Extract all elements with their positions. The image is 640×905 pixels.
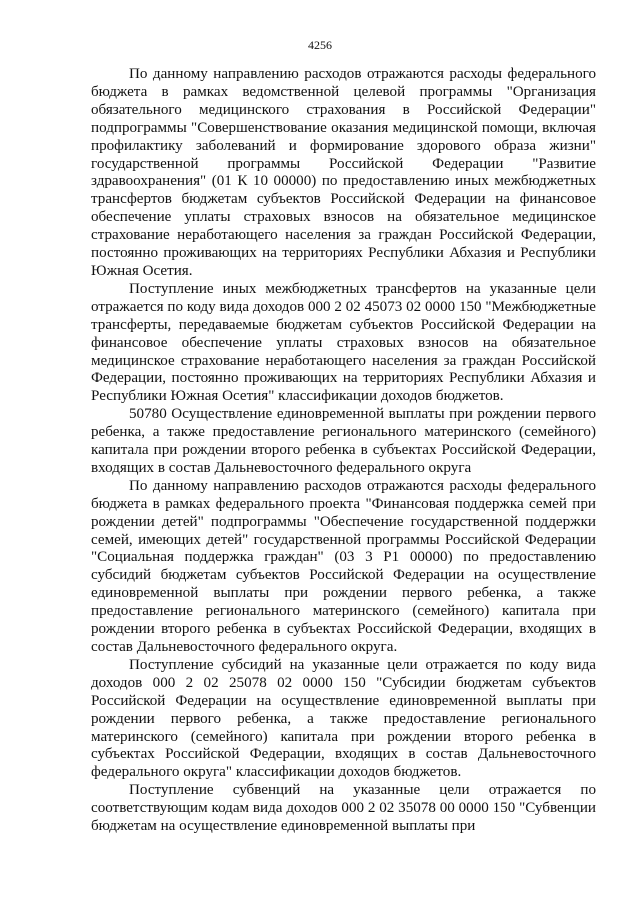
- section-heading-50780: 50780 Осуществление единовременной выплаты при рождении первого ребенка, а также предоставление регионального материнского (семейного) капитала при рождении второго ребенка в субъектах Российской Федерации, входящих в состав Дальневосточного федерального округа: [91, 406, 596, 476]
- paragraph: По данному направлению расходов отражаются расходы федерального бюджета в рамках ведомственной целевой программы "Организация обязательного медицинского страхования в Российской Федерации" подпрограммы "Совершенствование оказания медицинской помощи, включая профилактику заболеваний и формирование здорового образа жизни" государственной программы Российской Федерации "Развитие здравоохранения" (01 К 10 00000) по предоставлению иных межбюджетных трансфертов бюджетам субъектов Российской Федерации на финансовое обеспечение уплаты страховых взносов на обязательное медицинское страхование неработающего населения за граждан Российской Федерации, постоянно проживающих на территориях Республики Абхазия и Республики Южная Осетия.: [91, 66, 596, 279]
- paragraph: Поступление субвенций на указанные цели отражается по соответствующим кодам вида доходов 000 2 02 35078 00 0000 150 "Субвенции бюджетам на осуществление единовременной выплаты при: [91, 782, 596, 835]
- paragraph: По данному направлению расходов отражаются расходы федерального бюджета в рамках федерального проекта "Финансовая поддержка семей при рождении детей" подпрограммы "Обеспечение государственной поддержки семей, имеющих детей" государственной программы Российской Федерации "Социальная поддержка граждан" (03 3 P1 00000) по предоставлению субсидий бюджетам субъектов Российской Федерации на осуществление единовременной выплаты при рождении первого ребенка, а также предоставление регионального материнского (семейного) капитала при рождении второго ребенка в субъектах Российской Федерации, входящих в состав Дальневосточного федерального округа.: [91, 477, 596, 655]
- document-body: [91, 66, 596, 836]
- paragraph: Поступление субсидий на указанные цели отражается по коду вида доходов 000 2 02 25078 02 0000 150 "Субсидии бюджетам субъектов Российской Федерации на осуществление единовременной выплаты при рождении первого ребенка, а также предоставление регионального материнского (семейного) капитала при рождении второго ребенка в субъектах Российской Федерации, входящих в состав Дальневосточного федерального округа" классификации доходов бюджетов.: [91, 656, 596, 781]
- page-number: 4256: [308, 38, 332, 52]
- paragraph: Поступление иных межбюджетных трансфертов на указанные цели отражается по коду вида доходов 000 2 02 45073 02 0000 150 "Межбюджетные трансферты, передаваемые бюджетам субъектов Российской Федерации на финансовое обеспечение уплаты страховых взносов на обязательное медицинское страхование неработающего населения за граждан Российской Федерации, постоянно проживающих на территориях Республики Абхазия и Республики Южная Осетия" классификации доходов бюджетов.: [91, 280, 596, 405]
